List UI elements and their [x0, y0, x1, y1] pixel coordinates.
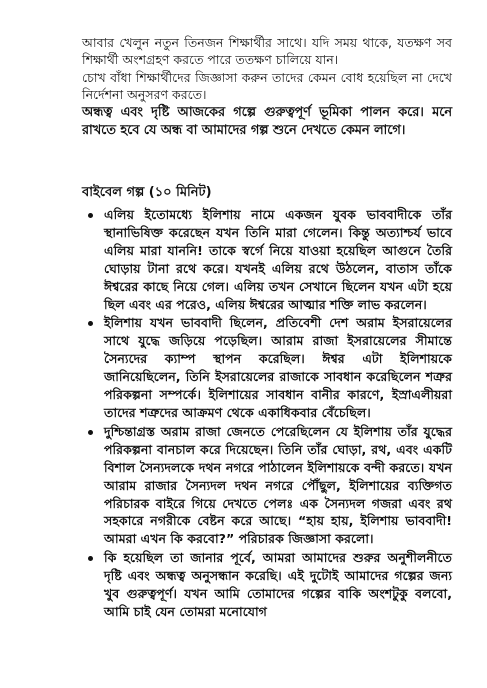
bullet-icon — [88, 556, 93, 561]
list-item-text: এলিয় ইতোমধ্যে ইলিশায় নামে একজন যুবক ভাববাদীকে তাঁর স্থানাভিষিক্ত করেছেন যখন তিনি মারা গেলেন। কিন্তু অত্যাশ্চর্য ভাবে এলিয় মারা যাননি! তাকে স্বর্গে নিয়ে যাওয়া হয়েছিল আগুনে তৈরি ঘোড়ায় টানা রথে করে। যখনই এলিয় রথে উঠলেন, বাতাস তাঁকে ঈশ্বরের কাছে নিয়ে গেল। এলিয় তখন সেখানে ছিলেন যখন এটা হয়ে ছিল এবং এর পরেও, এলিয় ঈশ্বরের আত্মার শক্তি লাভ করলেন। — [104, 207, 452, 312]
bullet-icon — [88, 430, 93, 435]
bullet-icon — [88, 321, 93, 326]
list-item-text: কি হয়েছিল তা জানার পূর্বে, আমরা আমাদের শুরুর অনুশীলনীতে দৃষ্টি এবং অন্ধত্ব অনুসন্ধান করেছি। এই দুটোই আমাদের গল্পের জন্য খুব গুরুত্বপূর্ণ। যখন আমি তোমাদের গল্পের বাকি অংশটুকু বলবো, আমি চাই যেন তোমরা মনোযোগ — [104, 550, 452, 619]
list-item — [86, 423, 452, 548]
section-heading: বাইবেল গল্প (১০ মিনিট) — [82, 185, 212, 200]
intro-paragraph-2: চোখ বাঁধা শিক্ষার্থীদের জিজ্ঞাসা করুন তাদের কেমন বোধ হয়েছিল না দেখে নির্দেশনা অনুসরণ করতে। — [82, 70, 452, 102]
intro-paragraph-3: অন্ধত্ব এবং দৃষ্টি আজকের গল্পে গুরুত্বপূর্ণ ভূমিকা পালন করে। মনে রাখতে হবে যে অন্ধ বা আমাদের গল্প শুনে দেখতে কেমন লাগে। — [82, 105, 452, 138]
list-item — [86, 549, 452, 621]
intro-paragraph-1: আবার খেলুন নতুন তিনজন শিক্ষার্থীর সাথে। যদি সময় থাকে, যতক্ষণ সব শিক্ষার্থী অংশগ্রহণ করতে পারে ততক্ষণ চালিয়ে যান। — [82, 35, 452, 67]
bullet-icon — [88, 213, 93, 218]
bullet-list — [86, 206, 452, 622]
list-item-text: দুশ্চিন্তাগ্রস্ত অরাম রাজা জেনতে পেরেছিলেন যে ইলিশায় তাঁর যুদ্ধের পরিকল্পনা বানচাল করে দিয়েছেন। তিনি তাঁর ঘোড়া, রথ, এবং একটি বিশাল সৈন্যদলকে দথন নগরে পাঠালেন ইলিশায়কে বন্দী করতে। যখন আরাম রাজার সৈন্যদল দথন নগরে পৌঁছুল, ইলিশায়ের ব্যক্তিগত পরিচারক বাইরে গিয়ে দেখতে পেলঃ এক সৈন্যদল গজরা এবং রথ সহকারে নগরীকে বেষ্টন করে আছে। “হায় হায়, ইলিশায় ভাববাদী! আমরা এখন কি করবো?” পরিচারক জিজ্ঞাসা করলো। — [104, 423, 452, 547]
list-item — [86, 206, 452, 313]
list-item — [86, 314, 452, 421]
intro-section — [82, 34, 452, 141]
list-item-text: ইলিশায় যখন ভাববাদী ছিলেন, প্রতিবেশী দেশ অরাম ইসরায়েলের সাথে যুদ্ধে জড়িয়ে পড়েছিল। আরাম রাজা ইসরায়েলের সীমান্তে সৈন্যদের ক্যাম্প স্থাপন করেছিল। ঈশ্বর এটা ইলিশায়কে জানিয়েছিলেন, তিনি ইসরায়েলের রাজাকে সাবধান করেছিলেন শত্রুর পরিকল্পনা সম্পর্কে। ইলিশায়ের সাবধান বানীর কারণে, ইস্রাএলীয়রা তাদের শত্রুদের আক্রমণ থেকে একাধিকবার বেঁচেছিল। — [104, 315, 452, 420]
